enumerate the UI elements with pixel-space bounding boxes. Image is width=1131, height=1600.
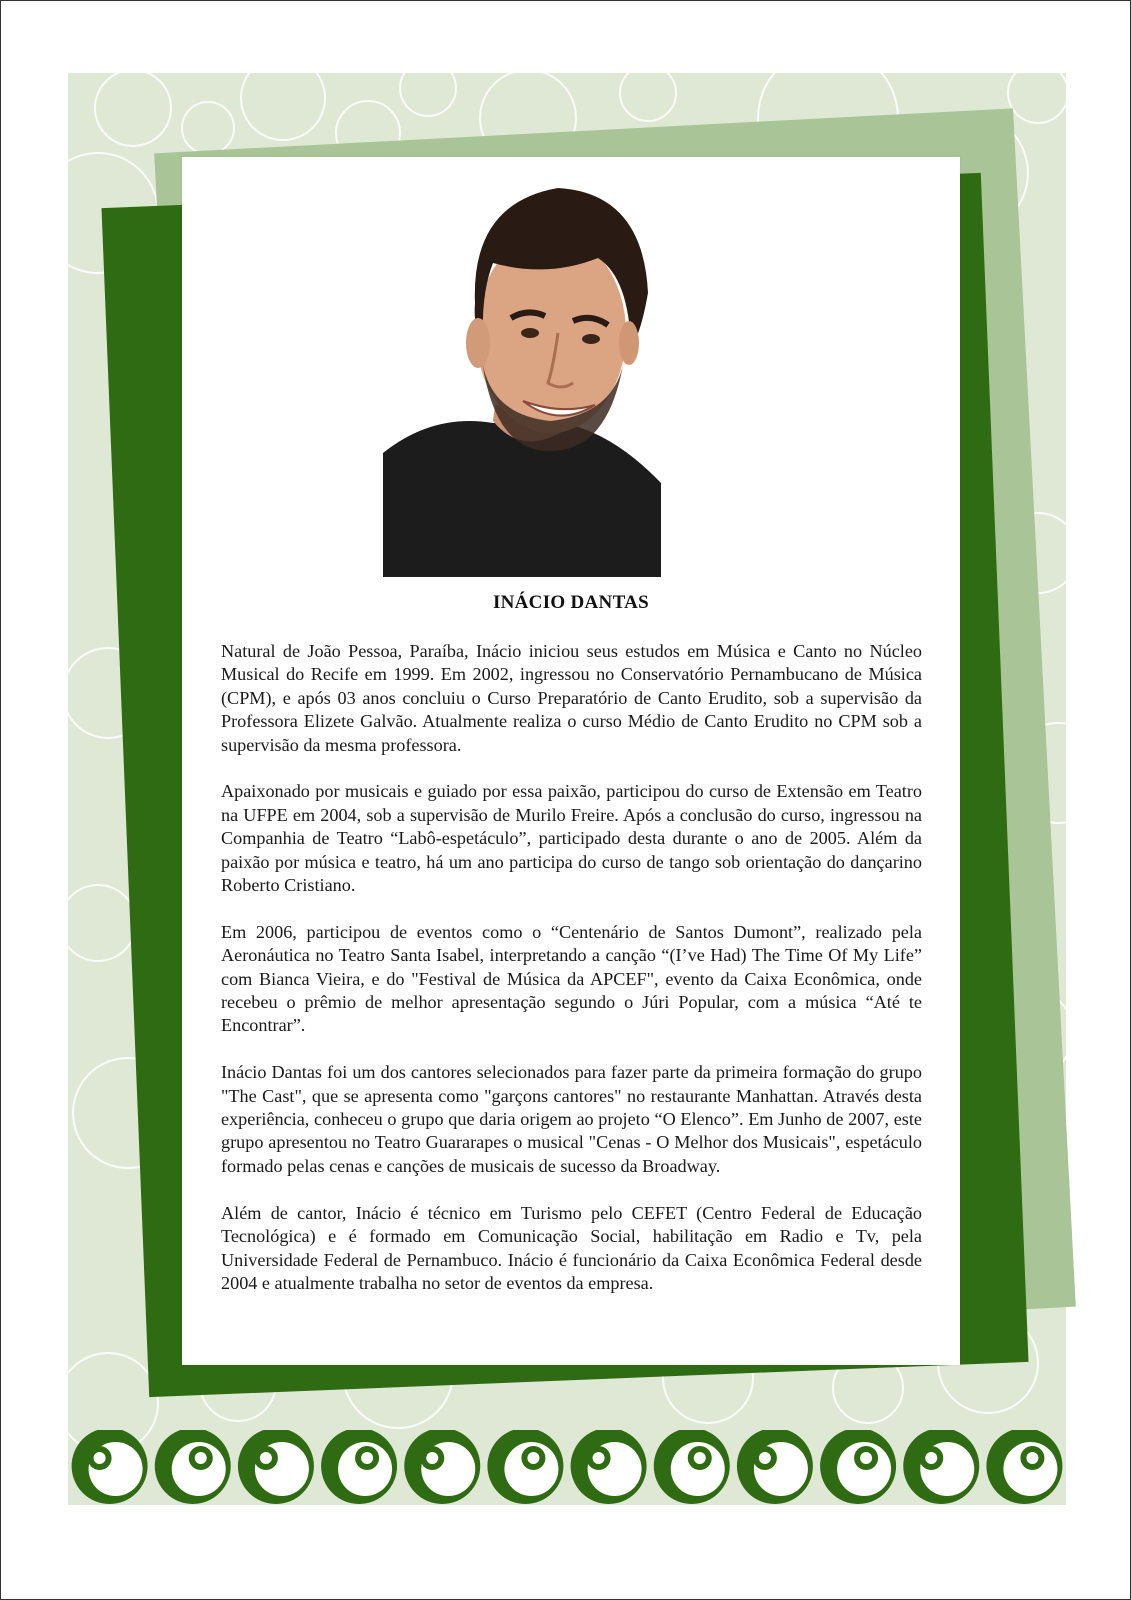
bio-paragraph: Inácio Dantas foi um dos cantores selecionados para fazer parte da primeira formação do grupo "The Cast", que se apresenta como "garçons cantores" no restaurante Manhattan. Através desta experiência, conheceu o grupo que daria origem ao projeto “O Elenco”. Em Junho de 2007, este grupo apresentou no Teatro Guararapes o musical "Cenas - O Melhor dos Musicais", espetáculo formado pelas cenas e canções de musicais de sucesso da Broadway. xyxy=(221,1062,922,1176)
decorative-circle-icon xyxy=(95,73,171,146)
swirl-circle-icon xyxy=(737,1430,813,1504)
decorative-circle-icon xyxy=(182,102,234,154)
biography-text xyxy=(221,640,922,1319)
swirl-circle-icon xyxy=(487,1430,563,1504)
portrait-photo xyxy=(383,183,661,577)
bottom-ornament-border xyxy=(68,1430,1066,1505)
portrait-photo-icon xyxy=(383,183,661,577)
decorative-circle-icon xyxy=(68,885,136,961)
decorative-circle-icon xyxy=(241,73,325,140)
swirl-circle-icon xyxy=(155,1430,231,1504)
swirl-circle-icon xyxy=(72,1430,148,1504)
swirl-circle-icon xyxy=(321,1430,397,1504)
swirl-circle-icon xyxy=(986,1430,1062,1504)
bio-paragraph: Em 2006, participou de eventos como o “Centenário de Santos Dumont”, realizado pela Aeronáutica no Teatro Santa Isabel, interpretando a canção “(I’ve Had) The Time Of My Life” com Bianca Vieira, e do "Festival de Música da APCEF", evento da Caixa Econômica, onde recebeu o prêmio de melhor apresentação segundo o Júri Popular, com a música “Até te Encontrar”. xyxy=(221,921,922,1036)
decorative-circle-icon xyxy=(400,73,456,116)
swirl-circle-icon xyxy=(654,1430,730,1504)
decorative-circle-icon xyxy=(620,73,676,121)
swirl-circle-icon xyxy=(404,1430,480,1504)
bio-paragraph: Natural de João Pessoa, Paraíba, Inácio iniciou seus estudos em Música e Canto no Núcleo Musical do Recife em 1999. Em 2002, ingressou no Conservatório Pernambucano de Música (CPM), e após 03 anos concluiu o Curso Preparatório de Canto Erudito, sob a supervisão da Professora Elizete Galvão. Atualmente realiza o curso Médio de Canto Erudito no CPM sob a supervisão da mesma professora. xyxy=(221,641,922,755)
swirl-circle-icon xyxy=(903,1430,979,1504)
person-name-heading: INÁCIO DANTAS xyxy=(492,592,650,613)
bio-paragraph: Apaixonado por musicais e guiado por essa paixão, participou do curso de Extensão em Teatro na UFPE em 2004, sob a supervisão de Murilo Freire. Após a conclusão do curso, ingressou na Companhia de Teatro “Labô-espetáculo”, participado desta durante o ano de 2005. Além da paixão por música e teatro, há um ano participa do curso de tango sob orientação do dançarino Roberto Cristiano. xyxy=(221,781,922,896)
swirl-circle-icon xyxy=(571,1430,647,1504)
swirl-circle-icon xyxy=(238,1430,314,1504)
swirl-circle-icon xyxy=(820,1430,896,1504)
bio-paragraph: Além de cantor, Inácio é técnico em Turismo pelo CEFET (Centro Federal de Educação Tecnológica) e é formado em Comunicação Social, habilitação em Radio e Tv, pela Universidade Federal de Pernambuco. Inácio é funcionário da Caixa Econômica Federal desde 2004 e atualmente trabalha no setor de eventos da empresa. xyxy=(221,1202,922,1293)
decorative-circle-icon xyxy=(1008,73,1066,123)
